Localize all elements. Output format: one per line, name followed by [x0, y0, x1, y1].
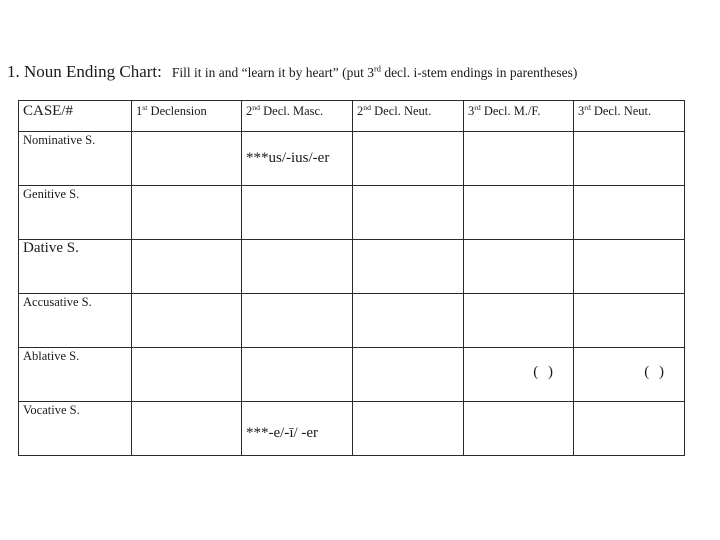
- col-num: 2: [357, 104, 364, 118]
- row-accusative: [19, 294, 685, 348]
- answer-cell[interactable]: [353, 402, 464, 456]
- row-label-cell: [19, 240, 132, 294]
- row-label: Nominative S.: [23, 133, 96, 147]
- answer-cell[interactable]: [574, 240, 685, 294]
- column-header-2nd-neut: [353, 101, 464, 132]
- answer-cell[interactable]: [132, 186, 242, 240]
- col-label: Decl. Masc.: [260, 104, 324, 118]
- column-header-3rd-mf: [464, 101, 574, 132]
- row-label: Dative S.: [23, 240, 79, 256]
- answer-cell[interactable]: [353, 240, 464, 294]
- col-sup: nd: [363, 102, 371, 112]
- col-num: 2: [246, 104, 253, 118]
- worksheet-heading: [7, 62, 577, 82]
- answer-cell[interactable]: [464, 348, 574, 402]
- row-label: Ablative S.: [23, 349, 80, 363]
- answer-cell[interactable]: [574, 132, 685, 186]
- row-label-cell: [19, 186, 132, 240]
- answer-cell[interactable]: [132, 402, 242, 456]
- row-genitive: [19, 186, 685, 240]
- col-label: Decl. M./F.: [480, 104, 541, 118]
- answer-cell[interactable]: [574, 402, 685, 456]
- answer-cell[interactable]: [132, 240, 242, 294]
- row-label-cell: [19, 294, 132, 348]
- answer-cell[interactable]: [242, 132, 353, 186]
- header-row: [19, 101, 685, 132]
- answer-cell[interactable]: [353, 348, 464, 402]
- col-num: 3: [578, 104, 585, 118]
- answer-cell[interactable]: [464, 186, 574, 240]
- col-label: Decl. Neut.: [590, 104, 652, 118]
- answer-cell[interactable]: [353, 132, 464, 186]
- instructions-superscript: rd: [373, 64, 381, 74]
- row-label-cell: [19, 402, 132, 456]
- instructions-text-end: decl. i-stem endings in parentheses): [380, 65, 578, 80]
- col-sup: rd: [474, 102, 481, 112]
- i-stem-parentheses: ( ): [644, 364, 664, 380]
- answer-cell[interactable]: [132, 294, 242, 348]
- noun-ending-table: [18, 100, 685, 456]
- column-header-1st-declension: [132, 101, 242, 132]
- col-sup: rd: [584, 102, 591, 112]
- row-label-cell: [19, 348, 132, 402]
- col-sup: st: [142, 102, 148, 112]
- row-vocative: [19, 402, 685, 456]
- chart-instructions: [172, 65, 578, 80]
- answer-cell[interactable]: [464, 402, 574, 456]
- answer-cell[interactable]: [574, 348, 685, 402]
- col-num: 1: [136, 104, 143, 118]
- row-ablative: [19, 348, 685, 402]
- case-number-header: CASE/#: [23, 103, 74, 119]
- answer-cell[interactable]: [242, 402, 353, 456]
- nominative-hint: ***us/-ius/-er: [246, 150, 330, 166]
- vocative-hint: ***-e/-ī/ -er: [246, 425, 319, 441]
- row-label: Accusative S.: [23, 295, 92, 309]
- answer-cell[interactable]: [574, 186, 685, 240]
- col-num: 3: [468, 104, 475, 118]
- answer-cell[interactable]: [242, 294, 353, 348]
- column-header-3rd-neut: [574, 101, 685, 132]
- answer-cell[interactable]: [353, 294, 464, 348]
- row-label: Genitive S.: [23, 187, 80, 201]
- col-sup: nd: [252, 102, 260, 112]
- row-dative: [19, 240, 685, 294]
- answer-cell[interactable]: [242, 348, 353, 402]
- answer-cell[interactable]: [132, 348, 242, 402]
- corner-cell: [19, 101, 132, 132]
- answer-cell[interactable]: [574, 294, 685, 348]
- answer-cell[interactable]: [464, 294, 574, 348]
- row-label-cell: [19, 132, 132, 186]
- answer-cell[interactable]: [132, 132, 242, 186]
- answer-cell[interactable]: [464, 240, 574, 294]
- answer-cell[interactable]: [242, 240, 353, 294]
- answer-cell[interactable]: [242, 186, 353, 240]
- column-header-2nd-masc: [242, 101, 353, 132]
- answer-cell[interactable]: [464, 132, 574, 186]
- chart-title: 1. Noun Ending Chart:: [7, 62, 162, 81]
- row-label: Vocative S.: [23, 403, 80, 417]
- i-stem-parentheses: ( ): [533, 364, 553, 380]
- instructions-text: Fill it in and “learn it by heart” (put 3: [171, 65, 374, 80]
- col-label: Declension: [147, 104, 207, 118]
- row-nominative: [19, 132, 685, 186]
- col-label: Decl. Neut.: [371, 104, 432, 118]
- answer-cell[interactable]: [353, 186, 464, 240]
